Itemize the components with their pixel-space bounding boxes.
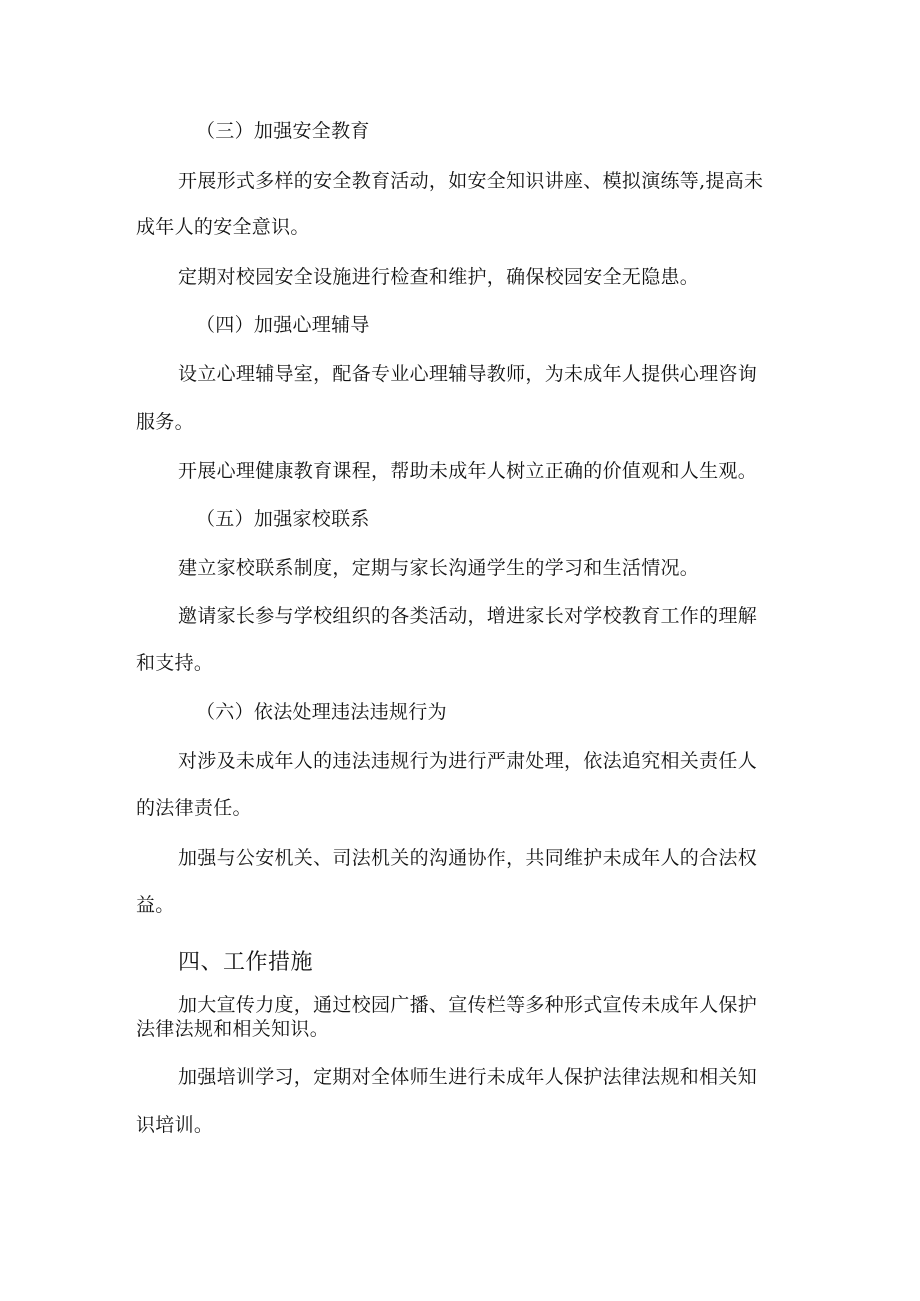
paragraph-line: 法律法规和相关知识。 xyxy=(136,1018,330,1040)
paragraph-line: 邀请家长参与学校组织的各类活动，增进家长对学校教育工作的理解 xyxy=(178,605,758,627)
paragraph-line: 成年人的安全意识。 xyxy=(136,216,310,238)
section-heading-work-measures: 四、工作措施 xyxy=(178,950,314,975)
paragraph-line: 加强培训学习，定期对全体师生进行未成年人保护法律法规和相关知 xyxy=(178,1066,758,1088)
paragraph-line: 加强与公安机关、司法机关的沟通协作，共同维护未成年人的合法权 xyxy=(178,847,758,869)
paragraph-line: 建立家校联系制度，定期与家长沟通学生的学习和生活情况。 xyxy=(178,557,700,579)
subheading-psychological-counseling: （四）加强心理辅导 xyxy=(196,314,370,336)
paragraph-line: 加大宣传力度，通过校园广播、宣传栏等多种形式宣传未成年人保护 xyxy=(178,994,758,1016)
subheading-home-school-contact: （五）加强家校联系 xyxy=(196,508,370,530)
paragraph-line: 益。 xyxy=(136,894,175,916)
paragraph-line: 设立心理辅导室，配备专业心理辅导教师，为未成年人提供心理咨询 xyxy=(178,363,758,385)
paragraph-line: 和支持。 xyxy=(136,652,214,674)
paragraph-line: 开展形式多样的安全教育活动，如安全知识讲座、模拟演练等,提高未 xyxy=(178,170,764,192)
subheading-safety-education: （三）加强安全教育 xyxy=(196,120,370,142)
paragraph-line: 服务。 xyxy=(136,411,194,433)
paragraph-line: 开展心理健康教育课程，帮助未成年人树立正确的价值观和人生观。 xyxy=(178,460,758,482)
paragraph-line: 定期对校园安全设施进行检查和维护，确保校园安全无隐患。 xyxy=(178,266,700,288)
paragraph-line: 识培训。 xyxy=(136,1114,214,1136)
subheading-legal-handling: （六）依法处理违法违规行为 xyxy=(196,701,447,723)
paragraph-line: 对涉及未成年人的违法违规行为进行严肃处理，依法追究相关责任人 xyxy=(178,750,758,772)
paragraph-line: 的法律责任。 xyxy=(136,797,252,819)
